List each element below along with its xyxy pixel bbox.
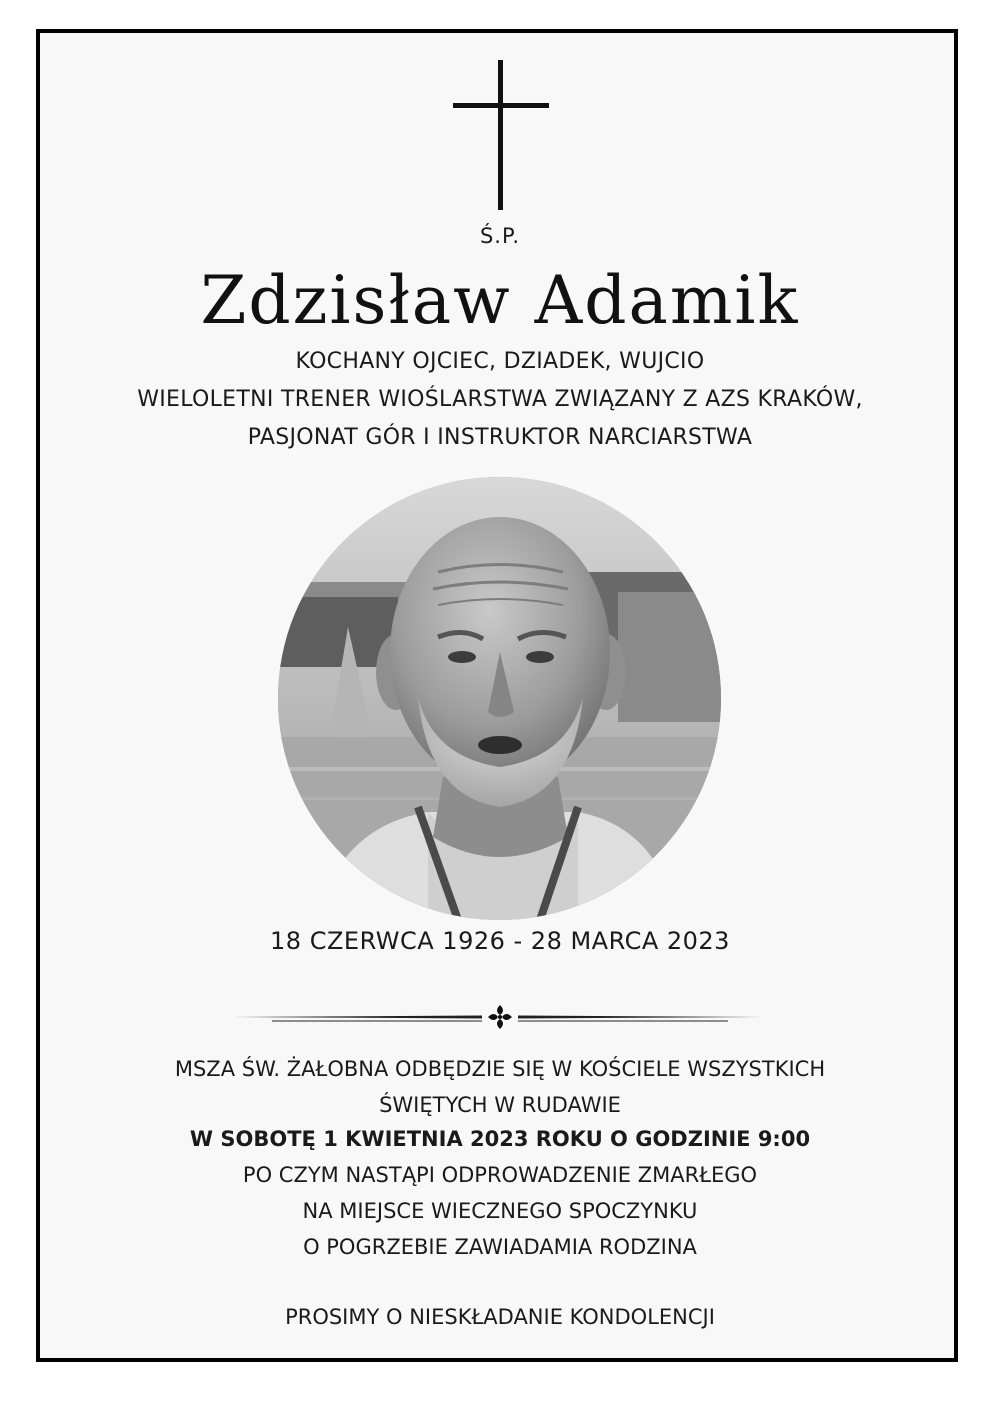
announcement-line-4: PO CZYM NASTĄPI ODPROWADZENIE ZMARŁEGO xyxy=(242,1163,758,1187)
footer-note: PROSIMY O NIESKŁADANIE KONDOLENCJI xyxy=(285,1305,715,1329)
description-line-1: KOCHANY OJCIEC, DZIADEK, WUJCIO xyxy=(295,349,705,374)
deceased-name: Zdzisław Adamik xyxy=(200,262,800,339)
life-dates: 18 CZERWCA 1926 - 28 MARCA 2023 xyxy=(270,927,730,955)
portrait-photo xyxy=(278,477,721,920)
announcement-date-time: W SOBOTĘ 1 KWIETNIA 2023 ROKU O GODZINIE 9:00 xyxy=(189,1127,811,1151)
announcement-line-5: NA MIEJSCE WIECZNEGO SPOCZYNKU xyxy=(302,1199,698,1223)
announcement-line-6: O POGRZEBIE ZAWIADAMIA RODZINA xyxy=(303,1235,697,1259)
latin-cross-icon xyxy=(453,60,549,210)
description-line-2: WIELOLETNI TRENER WIOŚLARSTWA ZWIĄZANY Z AZS KRAKÓW, xyxy=(137,387,863,412)
announcement-line-2: ŚWIĘTYCH W RUDAWIE xyxy=(379,1093,621,1117)
ornament-divider-icon xyxy=(232,1002,768,1032)
announcement-line-1: MSZA ŚW. ŻAŁOBNA ODBĘDZIE SIĘ W KOŚCIELE WSZYSTKICH xyxy=(174,1057,826,1081)
prefix-sp: Ś.P. xyxy=(479,224,521,248)
description-line-3: PASJONAT GÓR I INSTRUKTOR NARCIARSTWA xyxy=(247,425,753,450)
